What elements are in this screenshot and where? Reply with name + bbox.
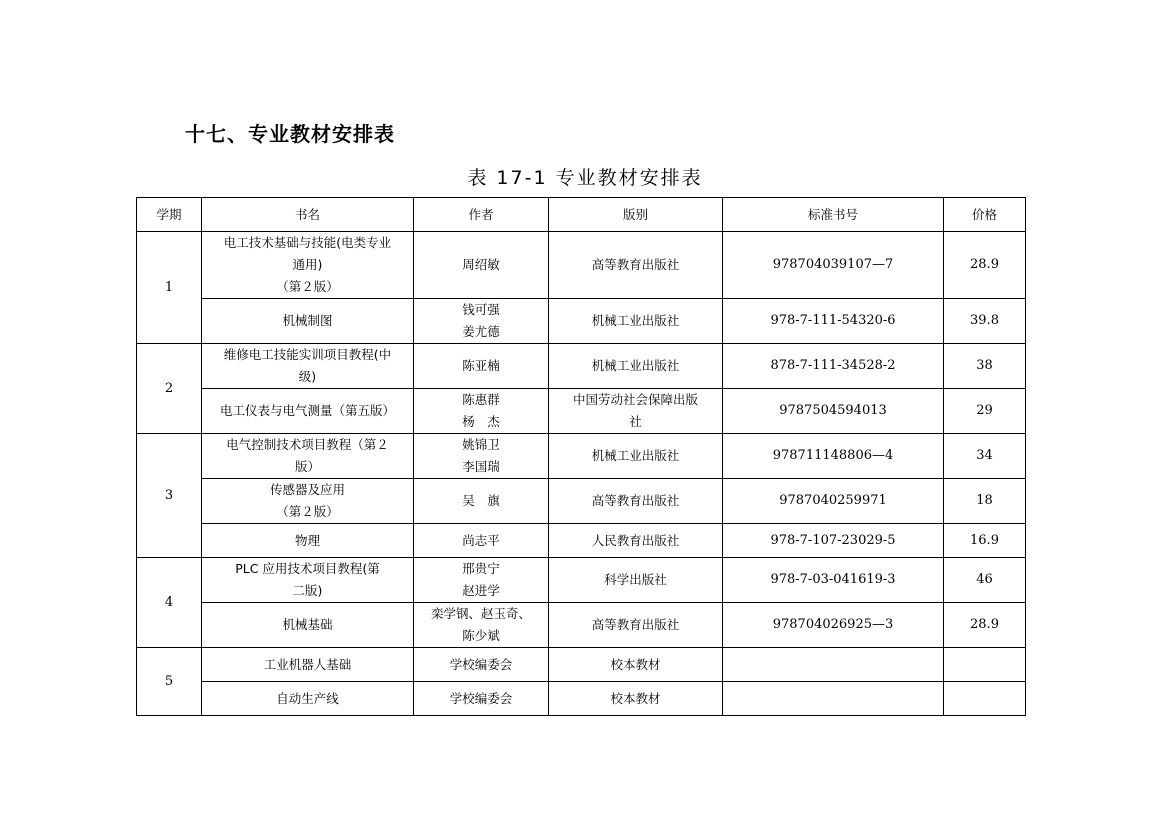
author-cell-line: 杨 杰 [462, 414, 500, 429]
author-cell-line: 钱可强 [462, 302, 500, 317]
publisher-cell [549, 648, 723, 682]
publisher-cell-line: 校本教材 [610, 690, 661, 706]
price-cell: 29 [944, 389, 1026, 434]
book-title-cell [202, 479, 414, 524]
header-author: 作者 [414, 198, 549, 232]
book-title-cell-line: 传感器及应用 [269, 482, 345, 497]
book-title-cell-line: 自动生产线 [276, 690, 339, 706]
header-price: 价格 [944, 198, 1026, 232]
price-cell: 38 [944, 344, 1026, 389]
price-cell: 18 [944, 479, 1026, 524]
author-cell-line: 周绍敏 [462, 257, 500, 272]
author-cell [414, 299, 549, 344]
author-cell [414, 479, 549, 524]
table-row [137, 232, 1026, 299]
price-cell: 34 [944, 434, 1026, 479]
book-title-cell-line: （第２版） [276, 279, 339, 294]
publisher-cell [549, 524, 723, 558]
author-cell-line: 姚锦卫 [462, 437, 500, 452]
author-cell [414, 558, 549, 603]
publisher-cell-line: 校本教材 [610, 656, 661, 672]
publisher-cell-line: 高等教育出版社 [591, 493, 680, 508]
publisher-cell-line: 中国劳动社会保障出版 [572, 392, 698, 407]
author-cell-line: 李国瑞 [462, 459, 500, 474]
publisher-cell-line: 机械工业出版社 [591, 448, 680, 463]
header-row [137, 198, 1026, 232]
book-title-cell [202, 232, 414, 299]
price-cell [944, 648, 1026, 682]
term-cell: 3 [137, 434, 202, 558]
author-cell [414, 682, 549, 716]
author-cell [414, 524, 549, 558]
table-body [137, 232, 1026, 716]
table-row [137, 344, 1026, 389]
textbook-table [136, 197, 1026, 716]
publisher-cell-line: 高等教育出版社 [591, 617, 680, 632]
term-cell: 5 [137, 648, 202, 716]
header-title: 书名 [202, 198, 414, 232]
book-title-cell-line: 机械基础 [282, 617, 333, 632]
publisher-cell-line: 科学出版社 [604, 572, 667, 587]
author-cell-line: 学校编委会 [449, 656, 513, 672]
book-title-cell [202, 682, 414, 716]
term-cell: 2 [137, 344, 202, 434]
publisher-cell-line: 机械工业出版社 [591, 358, 680, 373]
author-cell [414, 389, 549, 434]
publisher-cell-line: 机械工业出版社 [591, 313, 680, 328]
isbn-cell: 978-7-111-54320-6 [723, 299, 944, 344]
publisher-cell-line: 社 [629, 414, 642, 429]
header-term: 学期 [137, 198, 202, 232]
price-cell [944, 682, 1026, 716]
price-cell: 16.9 [944, 524, 1026, 558]
author-cell [414, 434, 549, 479]
book-title-cell-line: 版） [294, 459, 320, 474]
author-cell-line: 吴 旗 [462, 493, 500, 508]
table-caption: 表 17-1 专业教材安排表 [467, 167, 703, 189]
publisher-cell-line: 人民教育出版社 [591, 532, 680, 548]
publisher-cell [549, 299, 723, 344]
isbn-cell: 978711148806—4 [723, 434, 944, 479]
author-cell-line: 学校编委会 [449, 690, 513, 706]
publisher-cell [549, 434, 723, 479]
isbn-cell [723, 648, 944, 682]
header-isbn: 标准书号 [723, 198, 944, 232]
author-cell-line: 姜尤德 [462, 324, 500, 339]
price-cell: 28.9 [944, 603, 1026, 648]
table-row [137, 682, 1026, 716]
book-title-cell-line: （第２版） [276, 504, 339, 519]
book-title-cell-line: 机械制图 [282, 313, 333, 328]
isbn-cell [723, 682, 944, 716]
book-title-cell [202, 434, 414, 479]
header-publisher: 版别 [549, 198, 723, 232]
book-title-cell-line: 电工技术基础与技能(电类专业 [223, 235, 392, 250]
price-cell: 39.8 [944, 299, 1026, 344]
book-title-cell [202, 389, 414, 434]
isbn-cell: 9787040259971 [723, 479, 944, 524]
publisher-cell-line: 高等教育出版社 [591, 257, 680, 272]
isbn-cell: 978-7-03-041619-3 [723, 558, 944, 603]
book-title-cell [202, 558, 414, 603]
book-title-cell-line: 物理 [294, 532, 320, 548]
table-row [137, 479, 1026, 524]
author-cell [414, 603, 549, 648]
table-row [137, 434, 1026, 479]
publisher-cell [549, 344, 723, 389]
author-cell [414, 232, 549, 299]
author-cell-line: 陈惠群 [462, 392, 500, 407]
publisher-cell [549, 682, 723, 716]
table-row [137, 524, 1026, 558]
author-cell-line: 栾学钢、赵玉奇、 [430, 606, 531, 621]
isbn-cell: 978704026925—3 [723, 603, 944, 648]
table-row [137, 299, 1026, 344]
isbn-cell: 878-7-111-34528-2 [723, 344, 944, 389]
book-title-cell [202, 344, 414, 389]
book-title-cell-line: 电气控制技术项目教程（第２ [226, 437, 389, 452]
term-cell: 1 [137, 232, 202, 344]
table-row [137, 648, 1026, 682]
book-title-cell-line: 维修电工技能实训项目教程(中 [223, 347, 392, 362]
publisher-cell [549, 389, 723, 434]
book-title-cell-line: PLC 应用技术项目教程(第 [235, 561, 380, 576]
book-title-cell-line: 级) [298, 369, 317, 384]
book-title-cell-line: 工业机器人基础 [263, 656, 352, 672]
isbn-cell: 9787504594013 [723, 389, 944, 434]
isbn-cell: 978-7-107-23029-5 [723, 524, 944, 558]
book-title-cell [202, 648, 414, 682]
table-row [137, 389, 1026, 434]
table-row [137, 603, 1026, 648]
book-title-cell-line: 电工仪表与电气测量（第五版） [219, 403, 395, 418]
author-cell-line: 赵进学 [462, 583, 500, 598]
author-cell [414, 648, 549, 682]
book-title-cell [202, 603, 414, 648]
term-cell: 4 [137, 558, 202, 648]
author-cell-line: 陈亚楠 [462, 358, 500, 373]
price-cell: 46 [944, 558, 1026, 603]
author-cell [414, 344, 549, 389]
table-row [137, 558, 1026, 603]
book-title-cell [202, 524, 414, 558]
author-cell-line: 陈少斌 [462, 628, 500, 643]
section-title: 十七、专业教材安排表 [185, 122, 395, 146]
isbn-cell: 978704039107—7 [723, 232, 944, 299]
book-title-cell [202, 299, 414, 344]
book-title-cell-line: 二版) [292, 583, 323, 598]
price-cell: 28.9 [944, 232, 1026, 299]
publisher-cell [549, 603, 723, 648]
author-cell-line: 邢贵宁 [462, 561, 500, 576]
publisher-cell [549, 558, 723, 603]
author-cell-line: 尚志平 [462, 532, 500, 548]
book-title-cell-line: 通用) [292, 257, 323, 272]
publisher-cell [549, 232, 723, 299]
publisher-cell [549, 479, 723, 524]
